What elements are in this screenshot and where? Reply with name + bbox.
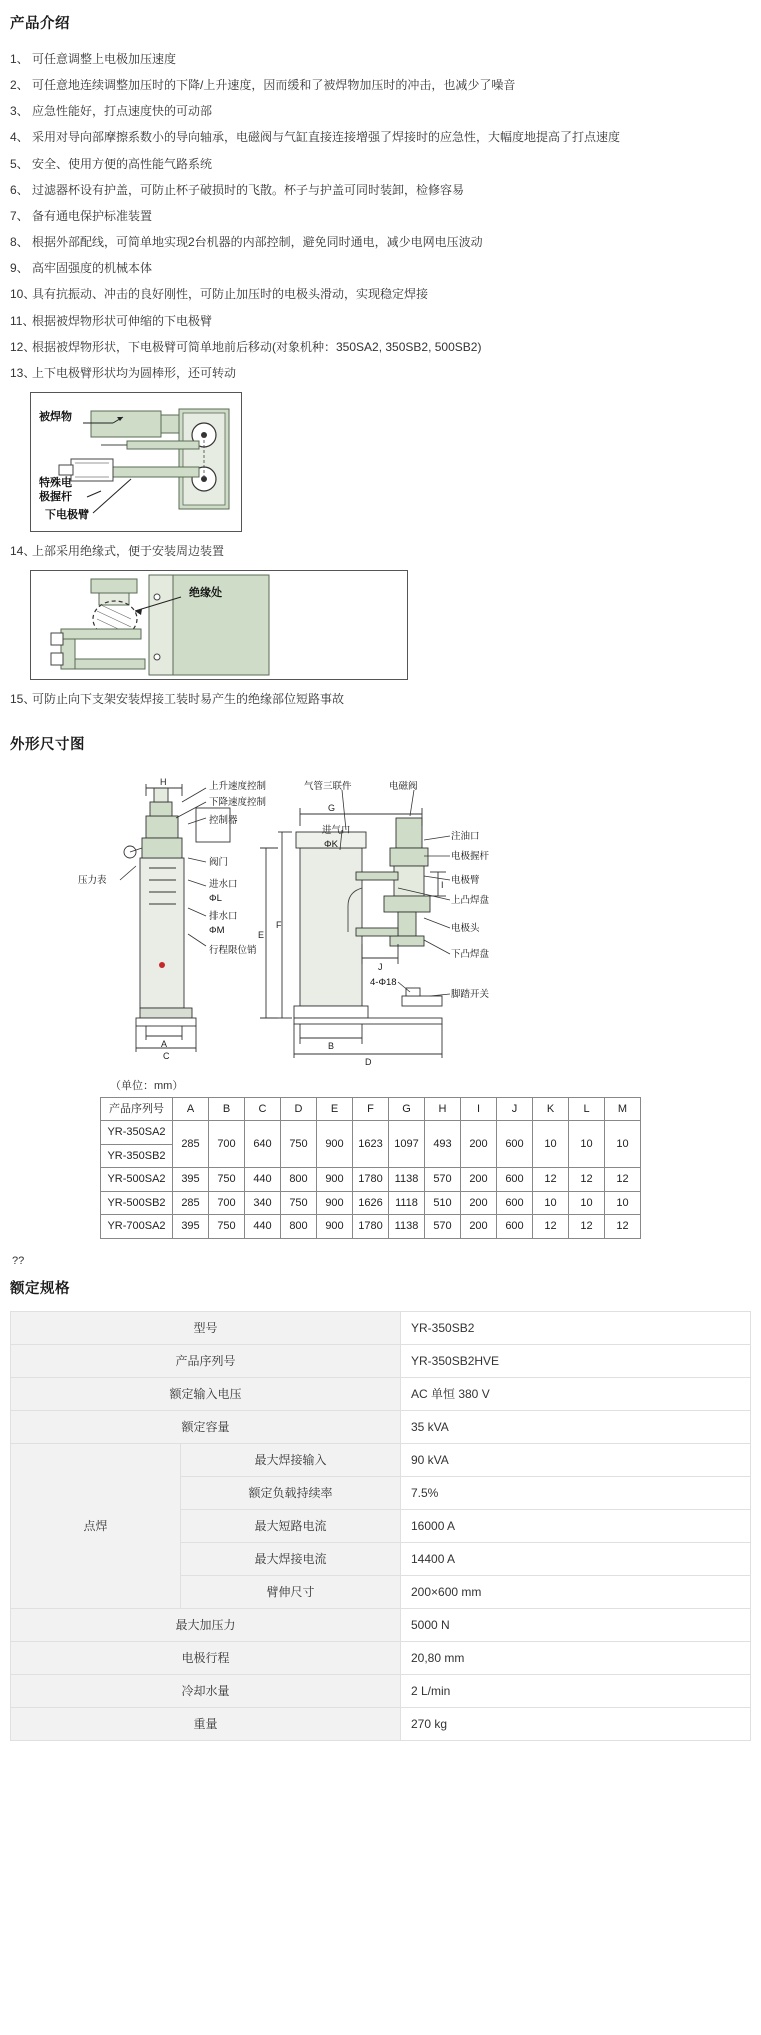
page-title-rated-spec: 额定规格	[10, 1281, 70, 1298]
cell: 493	[425, 1121, 461, 1168]
list-item	[10, 308, 751, 334]
cell: 10	[569, 1191, 605, 1215]
col-header: I	[461, 1097, 497, 1121]
cell: 570	[425, 1168, 461, 1192]
list-item-number: 5、	[10, 156, 29, 171]
cell: 900	[317, 1121, 353, 1168]
feature-list-after-figure2	[10, 686, 751, 712]
list-item-text: 具有抗振动、冲击的良好刚性，可防止加压时的电极头滑动，实现稳定焊接	[32, 287, 429, 302]
spec-label: 臂伸尺寸	[181, 1576, 401, 1609]
page-title-product-intro: 产品介绍	[10, 16, 70, 32]
cell: 10	[569, 1121, 605, 1168]
row-label: YR-350SB2	[101, 1144, 173, 1168]
list-item	[10, 203, 751, 229]
row-label: YR-500SB2	[101, 1191, 173, 1215]
col-header: G	[389, 1097, 425, 1121]
list-item-text: 应急性能好，打点速度快的可动部	[32, 104, 213, 119]
spec-value: 270 kg	[401, 1708, 751, 1741]
list-item	[10, 255, 751, 281]
table-header-row	[101, 1097, 641, 1121]
col-header: E	[317, 1097, 353, 1121]
cell: 750	[281, 1191, 317, 1215]
list-item-text: 备有通电保护标准装置	[32, 208, 153, 223]
label-down-speed-control: 下降速度控制	[209, 797, 267, 809]
cell: 800	[281, 1215, 317, 1239]
spec-value: 5000 N	[401, 1609, 751, 1642]
spec-value: 35 kVA	[401, 1411, 751, 1444]
cell: 440	[245, 1168, 281, 1192]
list-item	[10, 334, 751, 360]
col-header: H	[425, 1097, 461, 1121]
list-item-number: 3、	[10, 104, 29, 119]
list-item-number: 7、	[10, 208, 29, 223]
label-electrode-tip: 电极头	[451, 923, 480, 935]
table-row	[101, 1121, 641, 1145]
cell: 600	[497, 1168, 533, 1192]
list-item-text: 可任意调整上电极加压速度	[32, 51, 177, 66]
label-phi-m: ΦM	[209, 925, 225, 937]
label-air-inlet: 进气口	[322, 825, 351, 837]
spec-label: 最大加压力	[11, 1609, 401, 1642]
cell: 600	[497, 1121, 533, 1168]
spec-label: 最大短路电流	[181, 1510, 401, 1543]
spec-group-label: 点焊	[11, 1444, 181, 1609]
figure-insulation-diagram	[30, 570, 408, 680]
outline-dimension-drawing	[10, 768, 751, 1068]
cell: 800	[281, 1168, 317, 1192]
col-header: 产品序列号	[101, 1097, 173, 1121]
figure2-label-insulation: 绝缘处	[189, 587, 222, 600]
label-phi-k: ΦK	[324, 839, 338, 851]
list-item-number: 4、	[10, 130, 29, 145]
cell: 200	[461, 1191, 497, 1215]
cell: 12	[533, 1215, 569, 1239]
label-stroke-limit-pin: 行程限位销	[209, 945, 257, 957]
cell: 285	[173, 1121, 209, 1168]
spec-value: 20,80 mm	[401, 1642, 751, 1675]
label-water-inlet: 进水口	[209, 879, 238, 891]
table-row	[11, 1312, 751, 1345]
label-upper-projection-plate: 上凸焊盘	[451, 895, 490, 907]
label-water-outlet: 排水口	[209, 911, 238, 923]
cell: 900	[317, 1215, 353, 1239]
list-item-number: 15、	[10, 692, 36, 707]
label-electrode-arm: 电极臂	[451, 875, 480, 887]
cell: 440	[245, 1215, 281, 1239]
cell: 395	[173, 1215, 209, 1239]
spec-label: 额定容量	[11, 1411, 401, 1444]
svg-text:G: G	[328, 803, 336, 814]
cell: 200	[461, 1215, 497, 1239]
list-item-text: 根据外部配线，可简单地实现2台机器的内部控制，避免同时通电，减少电网电压波动	[32, 235, 483, 250]
row-label: YR-500SA2	[101, 1168, 173, 1192]
list-item-text: 可防止向下支架安装焊接工装时易产生的绝缘部位短路事故	[32, 692, 345, 707]
cell: 1138	[389, 1215, 425, 1239]
list-item-text: 根据被焊物形状，下电极臂可简单地前后移动(对象机种：350SA2, 350SB2, 500SB2)	[32, 339, 482, 354]
cell: 750	[281, 1121, 317, 1168]
cell: 1097	[389, 1121, 425, 1168]
stray-text: ??	[12, 1254, 25, 1267]
cell: 12	[605, 1168, 641, 1192]
spec-label: 电极行程	[11, 1642, 401, 1675]
spec-label: 重量	[11, 1708, 401, 1741]
col-header: A	[173, 1097, 209, 1121]
cell: 750	[209, 1215, 245, 1239]
dimension-table	[100, 1097, 641, 1239]
list-item	[10, 124, 751, 150]
cell: 200	[461, 1121, 497, 1168]
list-item	[10, 98, 751, 124]
label-air-triple-unit: 气管三联件	[304, 781, 352, 793]
label-phi-l: ΦL	[209, 893, 222, 905]
rated-specification-table	[10, 1311, 751, 1741]
list-item-text: 可任意地连续调整加压时的下降/上升速度，因而缓和了被焊物加压时的冲击，也减少了噪音	[32, 77, 516, 92]
feature-list	[10, 46, 751, 386]
list-item-number: 14、	[10, 544, 36, 559]
svg-text:A: A	[161, 1039, 168, 1050]
col-header: F	[353, 1097, 389, 1121]
col-header: C	[245, 1097, 281, 1121]
label-up-speed-control: 上升速度控制	[209, 781, 267, 793]
table-row	[11, 1675, 751, 1708]
spec-label: 型号	[11, 1312, 401, 1345]
cell: 12	[605, 1215, 641, 1239]
figure1-label-special-rod: 特殊电	[39, 477, 72, 490]
svg-text:C: C	[163, 1051, 170, 1062]
label-lower-projection-plate: 下凸焊盘	[451, 949, 490, 961]
table-row	[101, 1168, 641, 1192]
spec-value: 16000 A	[401, 1510, 751, 1543]
label-pressure-gauge: 压力表	[78, 875, 107, 887]
page-title-outline-dimension: 外形尺寸图	[10, 736, 85, 753]
cell: 700	[209, 1121, 245, 1168]
cell: 200	[461, 1168, 497, 1192]
cell: 1780	[353, 1168, 389, 1192]
list-item-number: 12、	[10, 339, 36, 354]
cell: 510	[425, 1191, 461, 1215]
cell: 1623	[353, 1121, 389, 1168]
table-row	[101, 1215, 641, 1239]
cell: 900	[317, 1191, 353, 1215]
spec-label: 额定输入电压	[11, 1378, 401, 1411]
spec-label: 额定负载持续率	[181, 1477, 401, 1510]
table-row	[11, 1411, 751, 1444]
cell: 10	[533, 1191, 569, 1215]
cell: 10	[605, 1191, 641, 1215]
spec-value: 7.5%	[401, 1477, 751, 1510]
spec-value: 2 L/min	[401, 1675, 751, 1708]
list-item	[10, 538, 751, 564]
table-row	[11, 1345, 751, 1378]
svg-text:B: B	[328, 1041, 335, 1052]
list-item	[10, 151, 751, 177]
label-valve: 阀门	[209, 857, 229, 869]
cell: 700	[209, 1191, 245, 1215]
table-row	[11, 1708, 751, 1741]
spec-value: 90 kVA	[401, 1444, 751, 1477]
figure1-label-workpiece: 被焊物	[39, 411, 72, 424]
spec-label: 冷却水量	[11, 1675, 401, 1708]
cell: 340	[245, 1191, 281, 1215]
spec-value: AC 单恒 380 V	[401, 1378, 751, 1411]
svg-text:J: J	[378, 962, 383, 973]
cell: 10	[605, 1121, 641, 1168]
col-header: B	[209, 1097, 245, 1121]
spec-value: 200×600 mm	[401, 1576, 751, 1609]
table-row	[101, 1191, 641, 1215]
row-label: YR-700SA2	[101, 1215, 173, 1239]
feature-list-after-figure1	[10, 538, 751, 564]
figure-electrode-arm-diagram	[30, 392, 242, 532]
list-item	[10, 46, 751, 72]
spec-label: 最大焊接电流	[181, 1543, 401, 1576]
cell: 395	[173, 1168, 209, 1192]
cell: 600	[497, 1215, 533, 1239]
label-controller: 控制器	[209, 815, 238, 827]
label-solenoid-valve: 电磁阀	[389, 781, 418, 793]
col-header: D	[281, 1097, 317, 1121]
spec-label: 产品序列号	[11, 1345, 401, 1378]
cell: 1626	[353, 1191, 389, 1215]
list-item	[10, 686, 751, 712]
list-item-number: 1、	[10, 51, 29, 66]
cell: 1780	[353, 1215, 389, 1239]
list-item	[10, 229, 751, 255]
row-label: YR-350SA2	[101, 1121, 173, 1145]
list-item-number: 6、	[10, 182, 29, 197]
list-item-number: 11、	[10, 313, 35, 328]
svg-text:F: F	[276, 920, 282, 931]
spec-label: 最大焊接输入	[181, 1444, 401, 1477]
label-foot-switch: 脚踏开关	[451, 989, 490, 1001]
list-item-number: 10、	[10, 287, 36, 302]
cell: 10	[533, 1121, 569, 1168]
svg-text:E: E	[258, 930, 265, 941]
list-item-text: 采用对导向部摩擦系数小的导向轴承，电磁阀与气缸直接连接增强了焊接时的应急性，大幅度地提高了打点速度	[32, 130, 621, 145]
cell: 750	[209, 1168, 245, 1192]
cell: 1118	[389, 1191, 425, 1215]
dim-table-unit-note: （单位：mm）	[110, 1080, 184, 1093]
table-row	[11, 1609, 751, 1642]
label-hole-note: 4-Φ18	[370, 977, 397, 989]
cell: 640	[245, 1121, 281, 1168]
svg-text:H: H	[160, 777, 167, 788]
list-item	[10, 281, 751, 307]
list-item-number: 13、	[10, 366, 36, 380]
list-item-number: 8、	[10, 235, 29, 250]
label-oil-inlet: 注油口	[451, 831, 480, 843]
list-item-text: 过滤器杯设有护盖，可防止杯子破损时的飞散。杯子与护盖可同时装卸，检修容易	[32, 182, 465, 197]
label-electrode-holder: 电极握杆	[451, 851, 490, 863]
cell: 600	[497, 1191, 533, 1215]
list-item-text: 根据被焊物形状可伸缩的下电极臂	[32, 313, 213, 328]
list-item	[10, 72, 751, 98]
cell: 1138	[389, 1168, 425, 1192]
list-item	[10, 177, 751, 203]
spec-value: YR-350SB2HVE	[401, 1345, 751, 1378]
col-header: L	[569, 1097, 605, 1121]
list-item-text: 上部采用绝缘式，便于安装周边装置	[32, 544, 225, 559]
cell: 12	[569, 1168, 605, 1192]
cell: 12	[533, 1168, 569, 1192]
list-item-text: 高牢固强度的机械本体	[32, 261, 153, 276]
svg-text:I: I	[441, 880, 444, 891]
table-row	[11, 1642, 751, 1675]
cell: 900	[317, 1168, 353, 1192]
cell: 570	[425, 1215, 461, 1239]
col-header: J	[497, 1097, 533, 1121]
cell: 285	[173, 1191, 209, 1215]
table-row	[11, 1378, 751, 1411]
figure1-label-special-rod-2: 极握杆	[39, 491, 72, 504]
table-row	[11, 1444, 751, 1477]
list-item-number: 2、	[10, 77, 29, 92]
list-item-text: 上下电极臂形状均为圆棒形，还可转动	[32, 366, 237, 380]
spec-value: 14400 A	[401, 1543, 751, 1576]
cell: 12	[569, 1215, 605, 1239]
col-header: K	[533, 1097, 569, 1121]
svg-text:D: D	[365, 1057, 372, 1068]
list-item-text: 安全、使用方便的高性能气路系统	[32, 156, 213, 171]
figure1-label-lower-arm: 下电极臂	[45, 509, 89, 522]
list-item	[10, 360, 751, 386]
col-header: M	[605, 1097, 641, 1121]
list-item-number: 9、	[10, 261, 29, 276]
spec-value: YR-350SB2	[401, 1312, 751, 1345]
